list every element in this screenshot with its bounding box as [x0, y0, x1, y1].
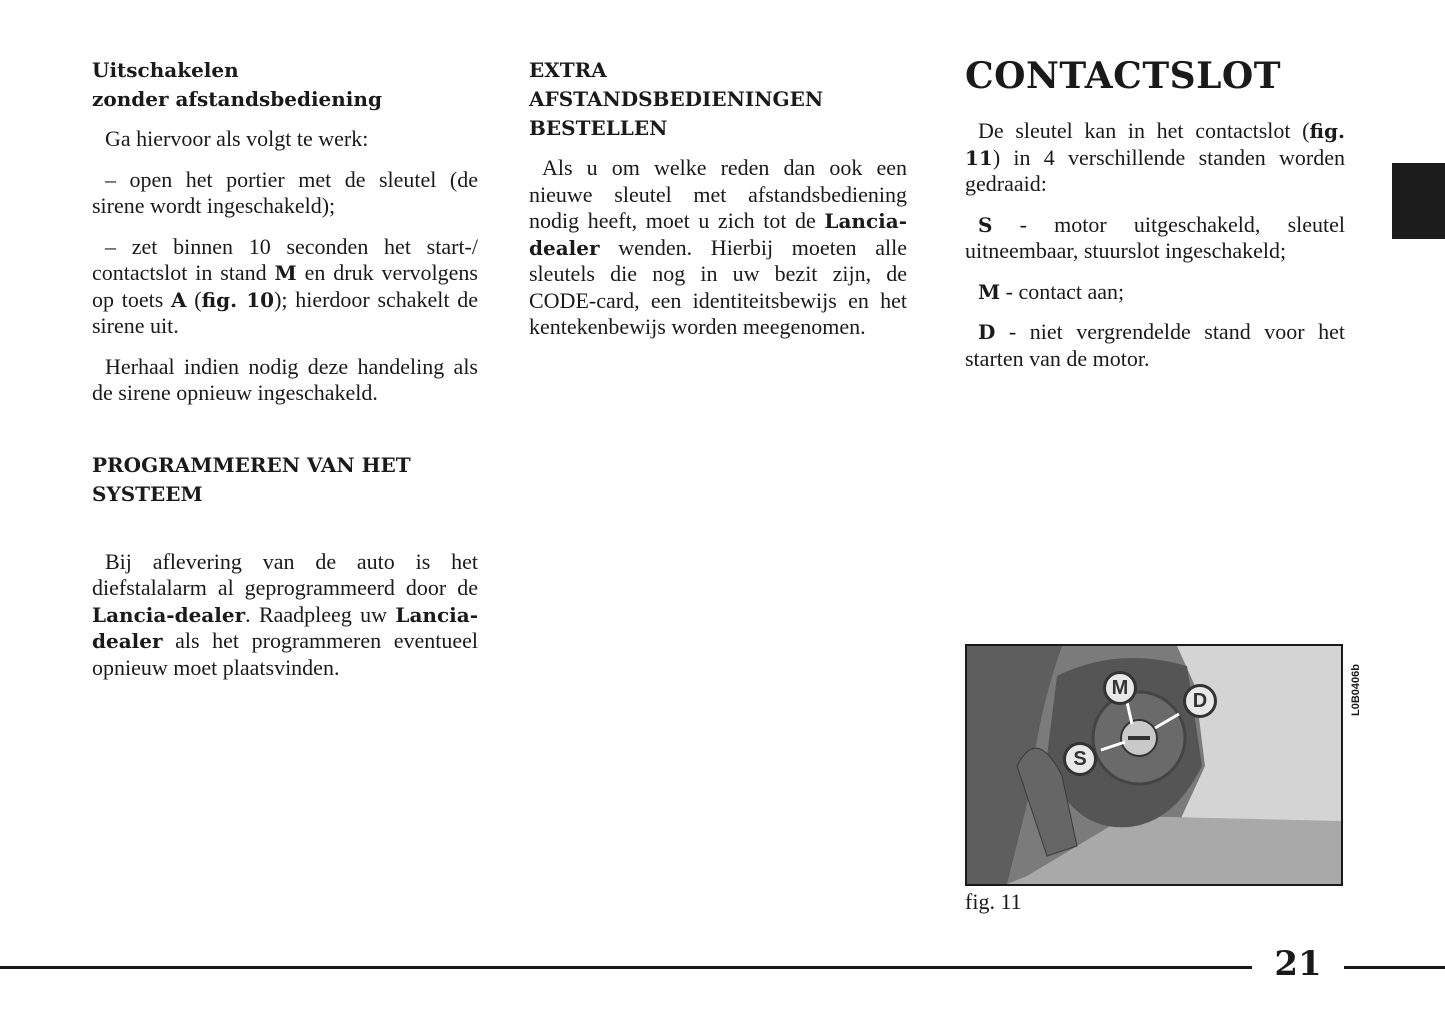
- figure-code: [1345, 646, 1365, 726]
- footer-rule-right: [1344, 966, 1445, 969]
- heading-programmeren: PROGRAMMEREN VAN HET SYSTEEM: [92, 452, 411, 506]
- paragraph-contactslot-intro: De sleutel kan in het contactslot (fig. 11) in 4 verschillende standen worden gedraaid:: [965, 118, 1345, 196]
- paragraph-extra: Als u om welke reden dan ook een nieuwe sleutel met afstandsbediening nodig heeft, moet u zich tot de Lancia-dealer wenden. Hierbij moeten alle sleutels die nog in uw bezit zijn, de CODE-card, een identiteitsbewijs en het kentekenbewijs worden meegenomen.: [529, 155, 907, 339]
- label-m-badge: M: [1103, 671, 1137, 705]
- left-column: [92, 56, 478, 681]
- section-tab-marker: [1392, 163, 1445, 239]
- page-number: 21: [1274, 944, 1322, 984]
- paragraph-position-m: M - contact aan;: [978, 278, 1125, 304]
- page-title: CONTACTSLOT: [965, 55, 1282, 97]
- right-column: [965, 56, 1345, 372]
- heading-uitschakelen: Uitschakelen zonder afstandsbediening: [92, 58, 382, 111]
- figure-caption: fig. 11: [965, 889, 1022, 914]
- label-s-badge: S: [1063, 742, 1097, 776]
- footer-rule-left: [0, 966, 1252, 969]
- paragraph-step2: – zet binnen 10 seconden het start-/ contactslot in stand M en druk vervolgens op toets A (fig. 10); hierdoor schakelt de sirene uit.: [92, 233, 479, 338]
- paragraph-position-d: D - niet vergrendelde stand voor het starten van de motor.: [965, 319, 1345, 371]
- middle-column: [529, 56, 907, 341]
- svg-text:L0B0406b: L0B0406b: [1350, 664, 1362, 716]
- paragraph-position-s: S - motor uitgeschakeld, sleutel uitneembaar, stuurslot ingeschakeld;: [965, 211, 1345, 263]
- heading-extra-afstandsbedieningen: EXTRA AFSTANDSBEDIENINGEN BESTELLEN: [529, 58, 824, 140]
- figure-ignition-switch: [965, 644, 1343, 886]
- paragraph-step1: – open het portier met de sleutel (de sirene wordt ingeschakeld);: [92, 166, 478, 218]
- paragraph-intro: Ga hiervoor als volgt te werk:: [105, 126, 369, 151]
- ignition-illustration: [967, 646, 1341, 884]
- paragraph-programmeren: Bij aflevering van de auto is het diefstalalarm al geprogrammeerd door de Lancia-dealer. Raadpleeg uw Lancia-dealer als het programmeren eventueel opnieuw moet plaatsvinden.: [92, 548, 478, 680]
- label-d-badge: D: [1183, 684, 1217, 718]
- paragraph-repeat: Herhaal indien nodig deze handeling als de sirene opnieuw ingeschakeld.: [92, 353, 478, 405]
